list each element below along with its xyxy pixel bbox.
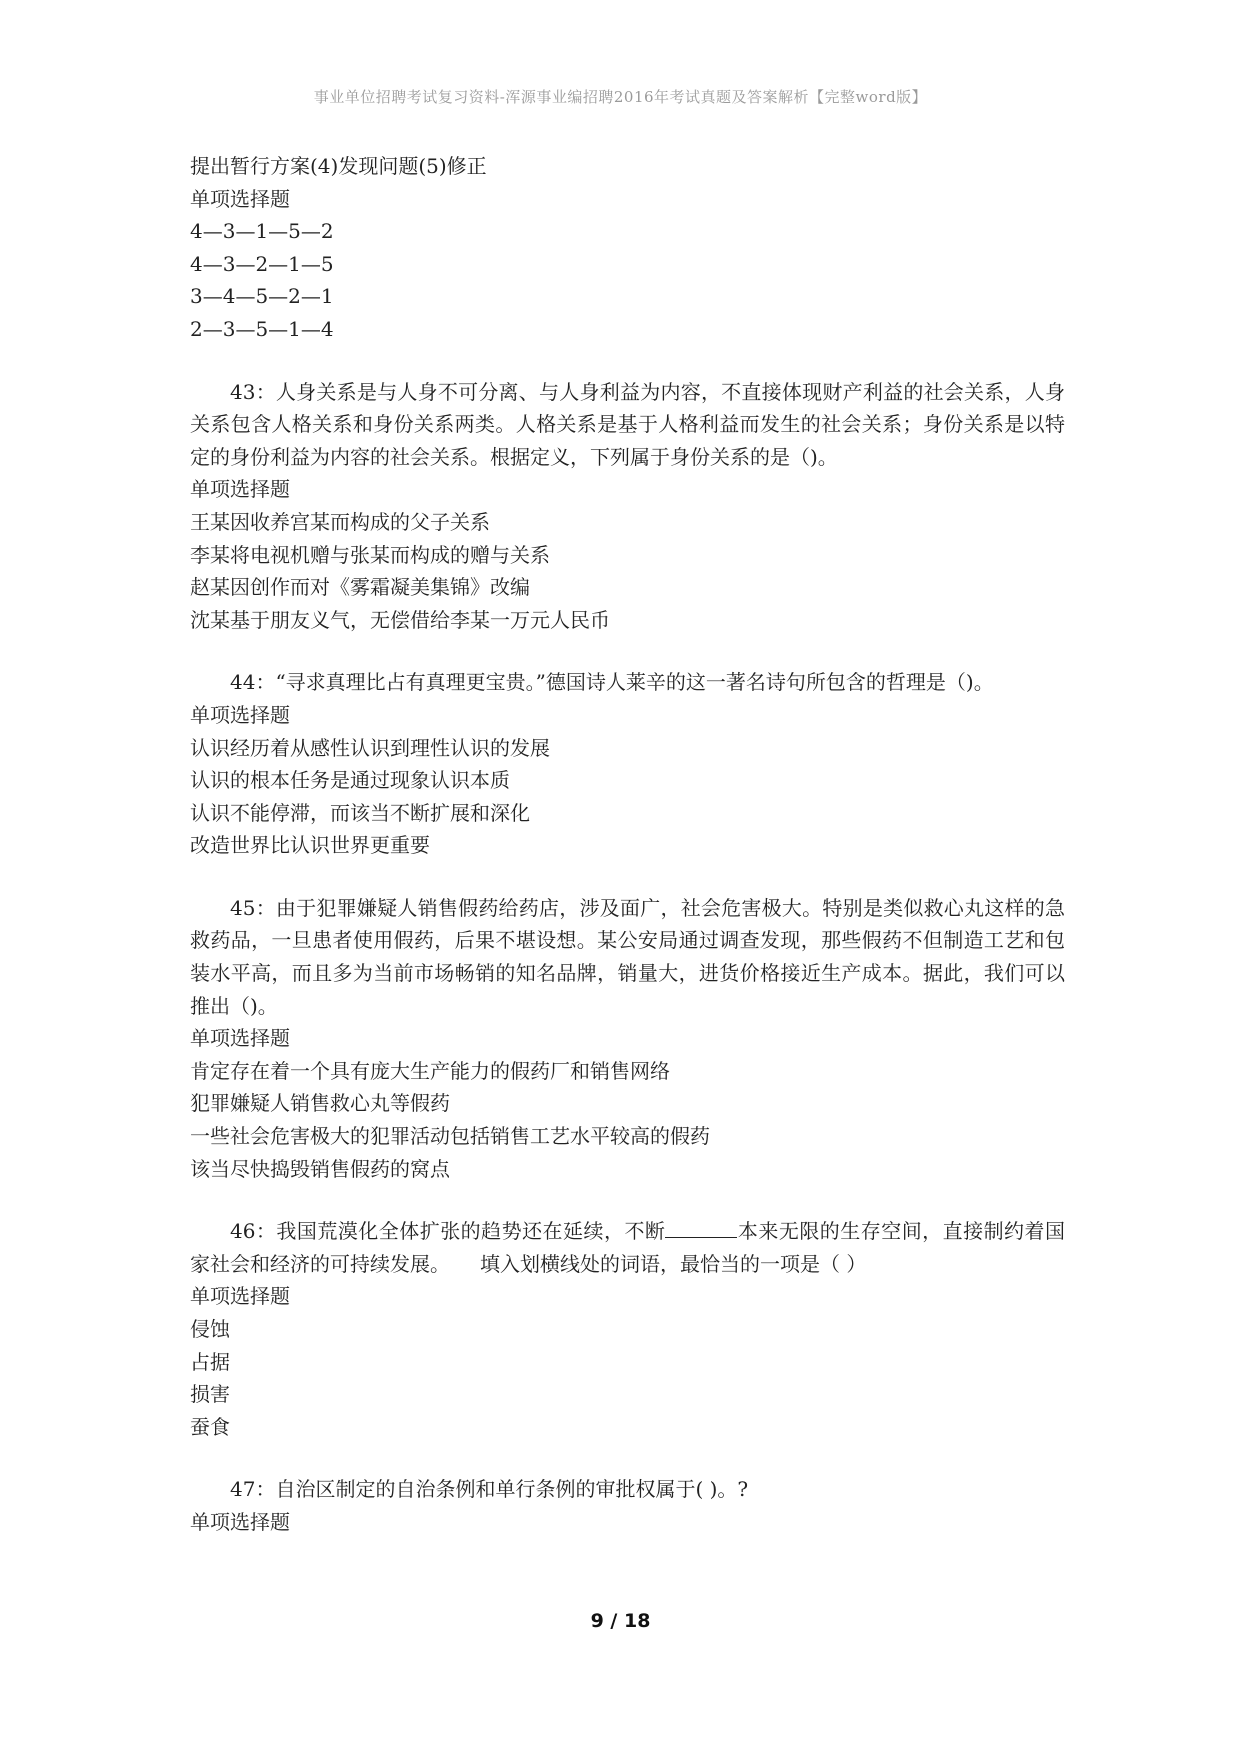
question-44 (190, 666, 1065, 862)
question-type: 单项选择题 (190, 477, 290, 502)
question-45 (190, 892, 1065, 1185)
option-c: 一些社会危害极大的犯罪活动包括销售工艺水平较高的假药 (190, 1124, 710, 1149)
option-b: 犯罪嫌疑人销售救心丸等假药 (190, 1091, 450, 1116)
option-b: 占据 (190, 1349, 230, 1374)
page-header: 事业单位招聘考试复习资料-浑源事业编招聘2016年考试真题及答案解析【完整word版】 (313, 88, 928, 106)
option-d: 改造世界比认识世界更重要 (190, 833, 430, 858)
option-a: 肯定存在着一个具有庞大生产能力的假药厂和销售网络 (190, 1058, 670, 1083)
option-b: 4—3—2—1—5 (190, 251, 334, 276)
option-b: 李某将电视机赠与张某而构成的赠与关系 (190, 542, 550, 567)
question-43 (190, 376, 1065, 637)
option-c: 损害 (190, 1382, 230, 1407)
question-stem: 提出暂行方案(4)发现问题(5)修正 (190, 154, 487, 178)
question-type: 单项选择题 (190, 1509, 290, 1534)
question-46 (190, 1215, 1065, 1443)
option-a: 王某因收养宫某而构成的父子关系 (190, 509, 490, 534)
option-d: 该当尽快捣毁销售假药的窝点 (190, 1156, 450, 1181)
option-a: 4—3—1—5—2 (190, 219, 334, 244)
question-type: 单项选择题 (190, 1284, 290, 1309)
option-d: 2—3—5—1—4 (190, 316, 334, 341)
question-47 (190, 1473, 1065, 1538)
option-c: 3—4—5—2—1 (190, 284, 334, 309)
option-b: 认识的根本任务是通过现象认识本质 (190, 768, 510, 793)
question-stem: 44：“寻求真理比占有真理更宝贵。”德国诗人莱辛的这一著名诗句所包含的哲理是（)。 (230, 670, 994, 695)
stem-part-a: 46：我国荒漠化全体扩张的趋势还在延续，不断 (230, 1219, 666, 1244)
fill-in-blank (665, 1219, 737, 1238)
question-stem: 43：人身关系是与人身不可分离、与人身利益为内容，不直接体现财产利益的社会关系，人身关系包含人格关系和身份关系两类。人格关系是基于人格利益而发生的社会关系；身份关系是以特定的身份利益为内容的社会关系。根据定义，下列属于身份关系的是（)。 (190, 379, 1065, 469)
option-a: 侵蚀 (190, 1317, 230, 1341)
option-c: 赵某因创作而对《雾霜凝美集锦》改编 (190, 575, 530, 600)
question-type: 单项选择题 (190, 702, 290, 727)
page-number: 9 / 18 (590, 1610, 651, 1632)
option-d: 蚕食 (190, 1414, 230, 1439)
option-a: 认识经历着从感性认识到理性认识的发展 (190, 735, 550, 760)
question-stem: 47：自治区制定的自治条例和单行条例的审批权属于( )。? (230, 1477, 749, 1502)
option-d: 沈某基于朋友义气，无偿借给李某一万元人民币 (190, 607, 610, 632)
question-42-tail (190, 150, 1065, 346)
stem-part-b: 本来无限的生存空间，直接制约着国家社会和经济的可持续发展。 填入划横线处的词语，最恰当的一项是（ ） (190, 1219, 1066, 1276)
question-type: 单项选择题 (190, 186, 290, 211)
question-type: 单项选择题 (190, 1026, 290, 1051)
option-c: 认识不能停滞，而该当不断扩展和深化 (190, 800, 530, 825)
document-body (190, 150, 1065, 1539)
question-stem (190, 1215, 1065, 1280)
question-stem: 45：由于犯罪嫌疑人销售假药给药店，涉及面广，社会危害极大。特别是类似救心丸这样的急救药品，一旦患者使用假药，后果不堪设想。某公安局通过调查发现，那些假药不但制造工艺和包装水平高，而且多为当前市场畅销的知名品牌，销量大，进货价格接近生产成本。据此，我们可以推出（)。 (190, 895, 1065, 1018)
